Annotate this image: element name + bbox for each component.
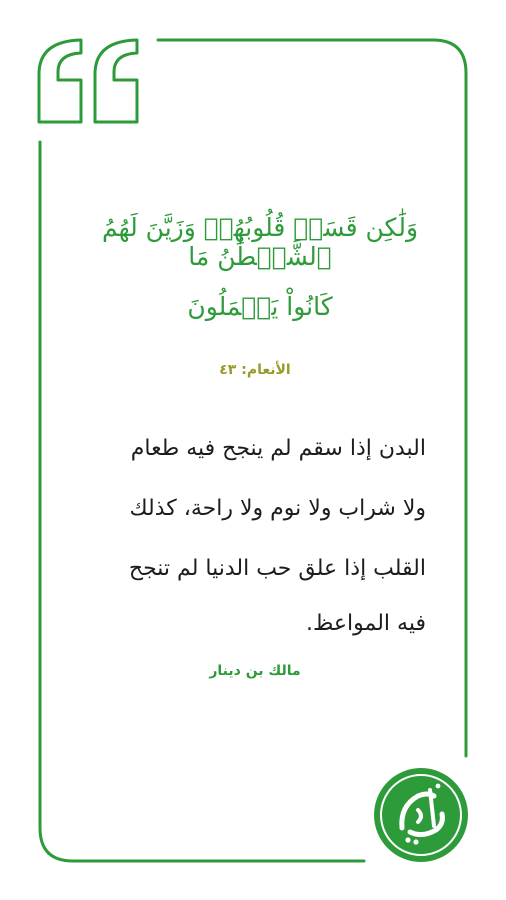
quote-line-3: القلب إذا علق حب الدنيا لم تنجح [128,556,426,581]
verse-reference: الأنعام: ٤٣ [219,362,291,378]
quote-line-4: فيه المواعظ. [306,611,426,636]
quote-author: مالك بن دينار [209,663,301,679]
quote-line-1: البدن إذا سقم لم ينجح فيه طعام [130,436,426,461]
quote-line-2: ولا شراب ولا نوم ولا راحة، كذلك [129,496,426,521]
aya-calligraphy-logo-icon [372,766,470,864]
verse-line-1: وَلَٰكِن قَسَتۡ قُلُوبُهُمۡ وَزَيَّنَ لَهُمُ ٱلشَّيۡطَٰنُ مَا [101,213,419,271]
double-quote-icon [37,38,141,126]
verse-line-2: كَانُواْ يَعۡمَلُونَ [187,292,333,321]
